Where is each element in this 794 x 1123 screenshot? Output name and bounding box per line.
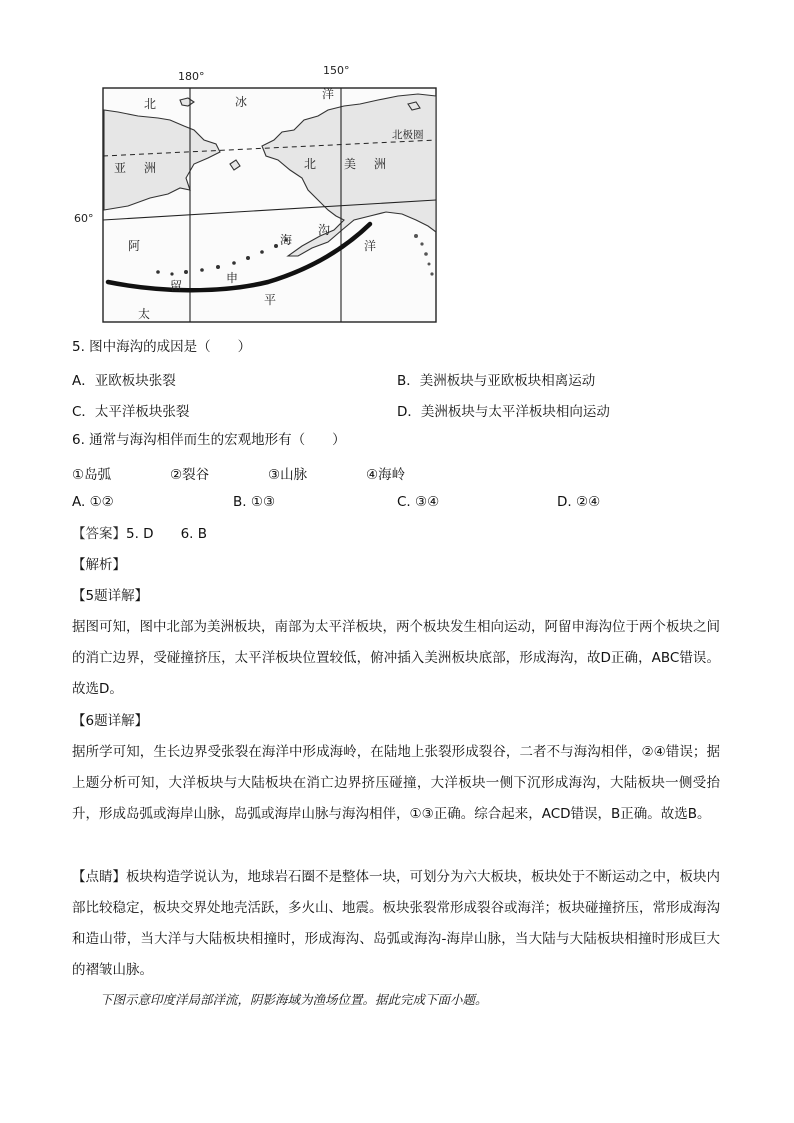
q5-stem: 5. 图中海沟的成因是（ ） — [72, 339, 252, 355]
label-gou: 沟 — [318, 223, 331, 237]
answer-line — [72, 524, 207, 544]
q6-item-4: ④海岭 — [366, 467, 406, 483]
tip-text: 板块构造学说认为，地球岩石圈不是整体一块，可划分为六大板块，板块处于不断运动之中，板块内部比较稳定，板块交界处地壳活跃，多火山、地震。板块张裂常形成裂谷或海洋；板块碰撞挤压，常形成海沟和造山带，当大洋与大陆板块相撞时，形成海沟、岛弧或海沟-海岸山脉，当大陆与大陆板块相撞时形成巨大的褶皱山脉。 — [72, 869, 720, 978]
detail6-title: 【6题详解】 — [72, 713, 149, 729]
label-shen: 申 — [226, 271, 239, 285]
q5-option-a: A．亚欧板块张裂 — [72, 373, 176, 389]
answer-text: 5. D 6. B — [126, 526, 207, 542]
next-section-intro: 下图示意印度洋局部洋流，阴影海域为渔场位置。据此完成下面小题。 — [100, 992, 488, 1007]
label-bei-america: 北 — [304, 157, 317, 171]
label-a: 阿 — [128, 239, 141, 253]
q6-option-c: C. ③④ — [397, 494, 440, 510]
label-bing: 冰 — [235, 95, 248, 109]
q6-item-3: ③山脉 — [268, 467, 308, 483]
arctic-circle-label: 北极圈 — [392, 129, 424, 141]
q5-option-d: D．美洲板块与太平洋板块相向运动 — [397, 404, 610, 420]
lat-60-label: 60° — [74, 212, 94, 225]
label-liu: 留 — [170, 279, 183, 293]
label-mei: 美 — [344, 157, 357, 171]
label-tai: 太 — [138, 307, 151, 321]
lon-180-label: 180° — [178, 70, 205, 83]
label-yang-top: 洋 — [322, 87, 335, 101]
q5-option-c: C．太平洋板块张裂 — [72, 404, 190, 420]
label-zhou-asia: 洲 — [144, 161, 157, 175]
q6-option-d: D. ②④ — [557, 494, 601, 510]
q5-option-b: B．美洲板块与亚欧板块相离运动 — [397, 373, 596, 389]
aleutian-trench-map — [74, 60, 443, 328]
label-yang-pacific: 洋 — [364, 239, 377, 253]
label-ping: 平 — [264, 293, 277, 307]
label-zhou-america: 洲 — [374, 157, 387, 171]
label-bei: 北 — [144, 97, 157, 111]
detail6-text: 据所学可知，生长边界受张裂在海洋中形成海岭，在陆地上张裂形成裂谷，二者不与海沟相伴，②④错误；据上题分析可知，大洋板块与大陆板块在消亡边界挤压碰撞，大洋板块一侧下沉形成海沟，大陆板块一侧受抬升，形成岛弧或海岸山脉，岛弧或海岸山脉与海沟相伴，①③正确。综合起来，ACD错误，B正确。故选B。 — [72, 744, 720, 822]
q6-stem: 6. 通常与海沟相伴而生的宏观地形有（ ） — [72, 432, 346, 448]
detail5-text: 据图可知，图中北部为美洲板块，南部为太平洋板块，两个板块发生相向运动，阿留申海沟位于两个板块之间的消亡边界，受碰撞挤压，太平洋板块位置较低，俯冲插入美洲板块底部，形成海沟，故D正确，ABC错误。故选D。 — [72, 619, 720, 697]
q6-option-b: B. ①③ — [233, 494, 276, 510]
answer-label: 【答案】 — [72, 526, 126, 542]
detail5-title: 【5题详解】 — [72, 588, 149, 604]
analysis-label: 【解析】 — [72, 557, 126, 573]
q6-option-a: A. ①② — [72, 494, 114, 510]
tip-paragraph — [72, 862, 720, 986]
q6-item-2: ②裂谷 — [170, 467, 210, 483]
lon-150-label: 150° — [323, 64, 350, 77]
label-ya: 亚 — [114, 161, 127, 175]
label-hai: 海 — [280, 233, 293, 247]
q6-item-1: ①岛弧 — [72, 467, 112, 483]
tip-title: 【点睛】 — [72, 869, 126, 885]
